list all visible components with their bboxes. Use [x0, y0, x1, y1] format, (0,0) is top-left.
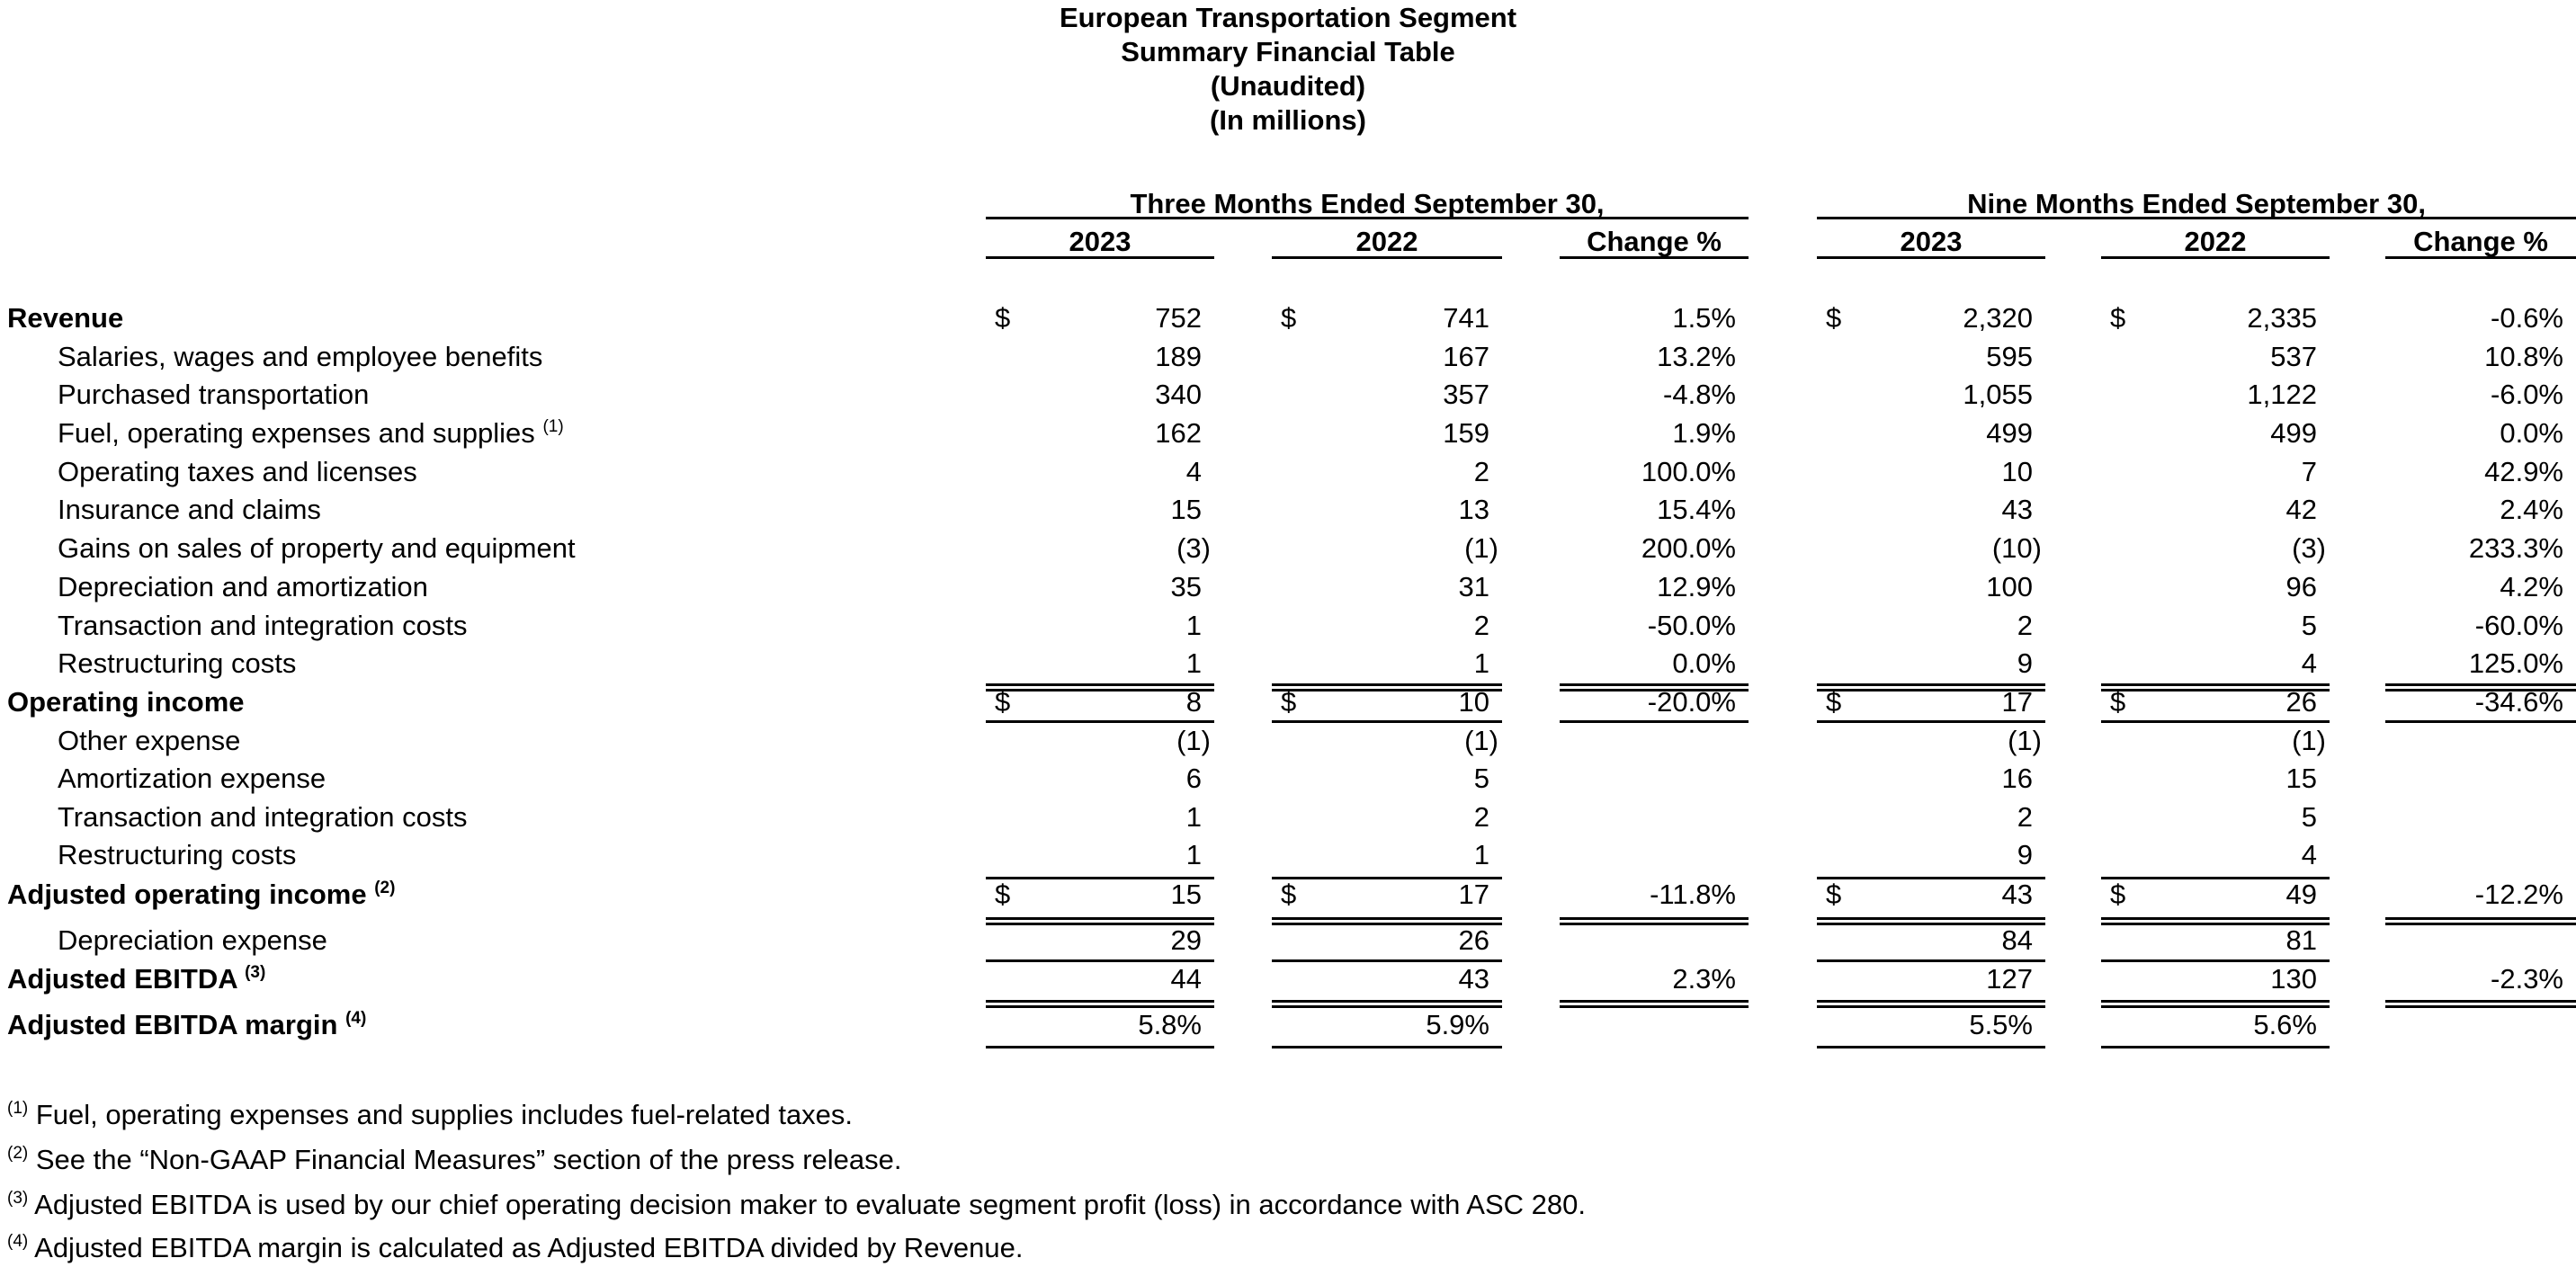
- table-cell: 84: [2001, 924, 2033, 956]
- table-cell: 17: [2001, 686, 2033, 718]
- table-cell: 2: [2017, 610, 2033, 641]
- table-cell: 2: [1473, 456, 1489, 487]
- table-cell: 1,055: [1963, 379, 2033, 410]
- single-rule: [1272, 959, 1502, 962]
- table-cell: 2.3%: [1672, 963, 1736, 995]
- table-cell: 4: [2301, 647, 2317, 679]
- single-rule: [1817, 720, 2045, 723]
- row-label: [58, 573, 428, 601]
- row-label-text: Restructuring costs: [58, 647, 297, 679]
- table-cell: 49: [2285, 879, 2317, 910]
- table-cell: 13.2%: [1657, 341, 1736, 372]
- table-cell: -0.6%: [2491, 302, 2563, 334]
- column-header-rule: [986, 256, 1214, 259]
- table-cell: -11.8%: [1650, 879, 1736, 910]
- table-cell: 42.9%: [2484, 456, 2563, 487]
- table-cell: 127: [1986, 963, 2033, 995]
- double-rule: [1272, 683, 1502, 691]
- row-label-text: Gains on sales of property and equipment: [58, 532, 576, 564]
- header-three-months: Three Months Ended September 30,: [1130, 188, 1605, 219]
- single-rule: [1272, 1046, 1502, 1048]
- table-cell: -60.0%: [2474, 610, 2563, 641]
- table-cell: 357: [1443, 379, 1489, 410]
- single-rule: [986, 720, 1214, 723]
- table-cell: 43: [1458, 963, 1489, 995]
- table-cell: 0.0%: [1672, 647, 1736, 679]
- row-label-text: Depreciation expense: [58, 924, 327, 956]
- row-label-text: Operating taxes and licenses: [58, 456, 417, 487]
- single-rule: [2101, 720, 2330, 723]
- table-cell: 44: [1170, 963, 1202, 995]
- table-cell: (3): [1176, 532, 1211, 564]
- row-label: [58, 803, 468, 831]
- table-cell: 16: [2001, 763, 2033, 794]
- footnote-text: See the “Non-GAAP Financial Measures” section of the press release.: [35, 1144, 902, 1175]
- table-cell: -2.3%: [2491, 963, 2563, 995]
- table-cell: 15: [1170, 494, 1202, 525]
- table-cell: 595: [1986, 341, 2033, 372]
- row-label-text: Depreciation and amortization: [58, 571, 428, 602]
- single-rule: [2101, 959, 2330, 962]
- row-label: [58, 727, 240, 754]
- single-rule: [1272, 877, 1502, 879]
- footnote-text: Adjusted EBITDA is used by our chief operating decision maker to evaluate segment profit (loss) in accordance with ASC 280.: [34, 1189, 1586, 1220]
- table-cell: 1: [1185, 647, 1202, 679]
- table-cell: 15.4%: [1657, 494, 1736, 525]
- double-rule: [1817, 1000, 2045, 1008]
- column-header-rule: [2385, 256, 2576, 259]
- table-cell: 29: [1170, 924, 1202, 956]
- row-label-text: Amortization expense: [58, 763, 326, 794]
- table-cell: 0.0%: [2500, 417, 2563, 449]
- table-cell: 15: [2285, 763, 2317, 794]
- currency-symbol: $: [1826, 686, 1842, 718]
- table-cell: 7: [2301, 456, 2317, 487]
- column-header-rule: [1560, 256, 1749, 259]
- single-rule: [1272, 720, 1502, 723]
- table-cell: 8: [1185, 686, 1202, 718]
- row-label: [58, 534, 576, 562]
- footnote-mark: (3): [7, 1189, 29, 1208]
- table-cell: 10: [2001, 456, 2033, 487]
- row-label: [58, 764, 326, 792]
- table-cell: 42: [2285, 494, 2317, 525]
- table-cell: (3): [2292, 532, 2326, 564]
- single-rule: [1817, 959, 2045, 962]
- table-cell: 1: [1185, 839, 1202, 870]
- table-cell: 100: [1986, 571, 2033, 602]
- table-cell: 125.0%: [2468, 647, 2563, 679]
- table-cell: 26: [2285, 686, 2317, 718]
- row-label: [7, 304, 123, 332]
- single-rule: [1817, 1046, 2045, 1048]
- row-label-text: Restructuring costs: [58, 839, 297, 870]
- row-label: [58, 495, 321, 523]
- footnote-mark: (4): [7, 1232, 29, 1251]
- double-rule: [986, 917, 1214, 925]
- table-cell: 189: [1155, 341, 1202, 372]
- table-cell: 1: [1185, 801, 1202, 833]
- row-label-text: Transaction and integration costs: [58, 610, 468, 641]
- row-label: [7, 1011, 366, 1039]
- column-header-rule: [1272, 256, 1502, 259]
- table-cell: 9: [2017, 839, 2033, 870]
- row-label: [58, 380, 369, 408]
- row-label: [58, 458, 417, 486]
- table-cell: 2,335: [2247, 302, 2317, 334]
- double-rule: [1817, 917, 2045, 925]
- row-label: [58, 841, 296, 869]
- table-cell: 537: [2270, 341, 2317, 372]
- single-rule: [986, 877, 1214, 879]
- single-rule: [1817, 877, 2045, 879]
- column-header-y2022: 2022: [1355, 226, 1418, 257]
- currency-symbol: $: [995, 879, 1011, 910]
- header-nine-months: Nine Months Ended September 30,: [1967, 188, 2426, 219]
- row-label-text: Other expense: [58, 725, 241, 756]
- double-rule: [1272, 1000, 1502, 1008]
- currency-symbol: $: [1281, 686, 1297, 718]
- table-cell: (1): [2292, 725, 2326, 756]
- table-cell: 81: [2285, 924, 2317, 956]
- footnote: [7, 1191, 1586, 1218]
- footnote-reference: (4): [345, 1009, 367, 1028]
- table-cell: 200.0%: [1641, 532, 1736, 564]
- table-cell: 5: [1473, 763, 1489, 794]
- table-cell: 167: [1443, 341, 1489, 372]
- row-label: [58, 419, 564, 447]
- table-cell: (10): [1991, 532, 2042, 564]
- table-cell: 1.5%: [1672, 302, 1736, 334]
- table-cell: -34.6%: [2474, 686, 2563, 718]
- table-cell: 13: [1458, 494, 1489, 525]
- unaudited-label: (Unaudited): [1210, 70, 1366, 102]
- header-rule-three-months: [986, 217, 1749, 219]
- table-cell: 2,320: [1963, 302, 2033, 334]
- row-label: [7, 965, 265, 993]
- table-cell: (1): [1464, 725, 1498, 756]
- row-label: [58, 926, 327, 954]
- row-label: [7, 688, 245, 716]
- table-cell: 1,122: [2247, 379, 2317, 410]
- row-label-text: Purchased transportation: [58, 379, 370, 410]
- table-cell: 2: [2017, 801, 2033, 833]
- table-cell: 43: [2001, 879, 2033, 910]
- table-cell: 1: [1473, 647, 1489, 679]
- double-rule: [2385, 917, 2576, 925]
- single-rule: [986, 959, 1214, 962]
- double-rule: [986, 1000, 1214, 1008]
- double-rule: [2101, 683, 2330, 691]
- table-cell: 159: [1443, 417, 1489, 449]
- single-rule: [986, 1046, 1214, 1048]
- double-rule: [1560, 917, 1749, 925]
- table-cell: 4.2%: [2500, 571, 2563, 602]
- single-rule: [2101, 1046, 2330, 1048]
- table-cell: 1: [1185, 610, 1202, 641]
- table-cell: 6: [1185, 763, 1202, 794]
- table-cell: -4.8%: [1663, 379, 1736, 410]
- table-cell: 10.8%: [2484, 341, 2563, 372]
- double-rule: [2101, 1000, 2330, 1008]
- footnote-text: Fuel, operating expenses and supplies includes fuel-related taxes.: [35, 1099, 854, 1130]
- table-cell: 26: [1458, 924, 1489, 956]
- table-cell: 499: [2270, 417, 2317, 449]
- footnote-mark: (1): [7, 1099, 29, 1118]
- row-label-text: Adjusted operating income: [7, 879, 367, 910]
- double-rule: [1817, 683, 2045, 691]
- table-cell: 233.3%: [2468, 532, 2563, 564]
- table-cell: 10: [1458, 686, 1489, 718]
- table-cell: 43: [2001, 494, 2033, 525]
- table-cell: -50.0%: [1647, 610, 1736, 641]
- table-cell: 5: [2301, 610, 2317, 641]
- table-cell: 9: [2017, 647, 2033, 679]
- row-label: [58, 649, 296, 677]
- column-header-y2023: 2023: [1900, 226, 1963, 257]
- footnote-reference: (3): [245, 963, 266, 982]
- row-label-text: Operating income: [7, 686, 245, 718]
- currency-symbol: $: [995, 302, 1011, 334]
- double-rule: [1560, 683, 1749, 691]
- table-cell: 1: [1473, 839, 1489, 870]
- table-cell: 1.9%: [1672, 417, 1736, 449]
- header-rule-nine-months: [1817, 217, 2576, 219]
- table-cell: 35: [1170, 571, 1202, 602]
- row-label-text: Revenue: [7, 302, 124, 334]
- table-cell: 5.8%: [1138, 1009, 1202, 1040]
- footnote: [7, 1146, 901, 1173]
- double-rule: [1272, 917, 1502, 925]
- row-label: [7, 880, 395, 908]
- table-cell: 12.9%: [1657, 571, 1736, 602]
- column-header-rule: [1817, 256, 2045, 259]
- table-cell: 5.6%: [2253, 1009, 2317, 1040]
- double-rule: [1560, 1000, 1749, 1008]
- footnote: [7, 1234, 1024, 1262]
- footnote-reference: (2): [374, 879, 396, 897]
- column-header-y2022: 2022: [2184, 226, 2247, 257]
- table-cell: 752: [1155, 302, 1202, 334]
- currency-symbol: $: [1826, 302, 1842, 334]
- units-label: (In millions): [1210, 104, 1366, 136]
- currency-symbol: $: [2110, 302, 2126, 334]
- table-cell: -12.2%: [2474, 879, 2563, 910]
- table-cell: 499: [1986, 417, 2033, 449]
- table-cell: 162: [1155, 417, 1202, 449]
- table-cell: (1): [1464, 532, 1498, 564]
- column-header-change: Change %: [1587, 226, 1722, 257]
- row-label: [58, 343, 542, 370]
- row-label-text: Fuel, operating expenses and supplies: [58, 417, 535, 449]
- table-cell: 2: [1473, 610, 1489, 641]
- table-cell: 340: [1155, 379, 1202, 410]
- footnote-mark: (2): [7, 1144, 29, 1163]
- table-cell: 130: [2270, 963, 2317, 995]
- currency-symbol: $: [1281, 302, 1297, 334]
- footnote-text: Adjusted EBITDA margin is calculated as Adjusted EBITDA divided by Revenue.: [34, 1232, 1024, 1263]
- table-cell: 4: [1185, 456, 1202, 487]
- table-cell: 4: [2301, 839, 2317, 870]
- table-cell: 96: [2285, 571, 2317, 602]
- single-rule: [1560, 720, 1749, 723]
- footnote: [7, 1101, 853, 1129]
- table-cell: 17: [1458, 879, 1489, 910]
- row-label-text: Adjusted EBITDA: [7, 963, 237, 995]
- table-cell: 5.9%: [1426, 1009, 1489, 1040]
- double-rule: [2385, 1000, 2576, 1008]
- column-header-change: Change %: [2413, 226, 2548, 257]
- table-cell: 2: [1473, 801, 1489, 833]
- page-subtitle: Summary Financial Table: [1121, 36, 1455, 67]
- currency-symbol: $: [2110, 686, 2126, 718]
- table-cell: 15: [1170, 879, 1202, 910]
- table-cell: (1): [1176, 725, 1211, 756]
- currency-symbol: $: [1281, 879, 1297, 910]
- footnote-reference: (1): [542, 417, 564, 436]
- currency-symbol: $: [995, 686, 1011, 718]
- column-header-rule: [2101, 256, 2330, 259]
- page-title: European Transportation Segment: [1059, 2, 1517, 33]
- double-rule: [2101, 917, 2330, 925]
- row-label-text: Transaction and integration costs: [58, 801, 468, 833]
- row-label-text: Insurance and claims: [58, 494, 321, 525]
- row-label-text: Salaries, wages and employee benefits: [58, 341, 543, 372]
- table-cell: 741: [1443, 302, 1489, 334]
- single-rule: [2385, 720, 2576, 723]
- double-rule: [986, 683, 1214, 691]
- single-rule: [2101, 877, 2330, 879]
- row-label-text: Adjusted EBITDA margin: [7, 1009, 338, 1040]
- column-header-y2023: 2023: [1069, 226, 1131, 257]
- currency-symbol: $: [1826, 879, 1842, 910]
- row-label: [58, 611, 468, 639]
- table-cell: 31: [1458, 571, 1489, 602]
- table-cell: 5.5%: [1969, 1009, 2033, 1040]
- table-cell: -20.0%: [1647, 686, 1736, 718]
- table-cell: (1): [2008, 725, 2042, 756]
- currency-symbol: $: [2110, 879, 2126, 910]
- table-cell: 2.4%: [2500, 494, 2563, 525]
- table-cell: -6.0%: [2491, 379, 2563, 410]
- table-cell: 5: [2301, 801, 2317, 833]
- table-cell: 100.0%: [1641, 456, 1736, 487]
- double-rule: [2385, 683, 2576, 691]
